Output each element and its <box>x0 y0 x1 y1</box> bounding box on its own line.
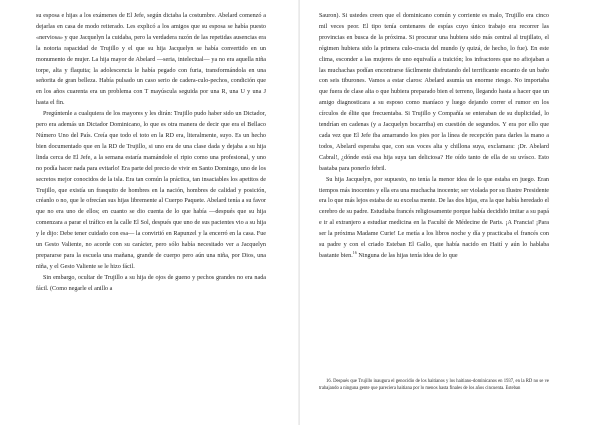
left-paragraph: Sin embargo, ocultar de Trujillo a su hija de ojos de gueno y pechos grandes no era nada fácil. (Como negarle el anillo a <box>36 274 266 292</box>
right-paragraph <box>319 175 549 262</box>
right-page <box>300 0 600 425</box>
left-text-column <box>36 11 266 295</box>
right-paragraph-text: Su hija Jacquelyn, por supuesto, no tenía la menor idea de lo que estaba en juego. Eran tiempos más inocentes y ella era una muchacha inocente; ser violada por su Ilustre Presidente era lo que más lejos estaba de su excelsa mente. De las dos hijas, era la que había heredado el cerebro de su padre. Estudiaba francés religiosamente porque había decidido imitar a su papá e ir al extranjero a estudiar medicina en la Faculté de Médecine de Paris. ¡A Francia! ¡Para ser la próxima Madame Curie! Le metía a los libros noche y día y practicaba el francés con su padre y con el criado Esteban El Gallo, que había nacido en Haití y aún lo hablaba bastante bien. <box>319 176 549 259</box>
right-text-column <box>319 11 549 262</box>
right-paragraph: Sauron). Si ustedes creen que el dominicano común y corriente es malo, Trujillo era cinco mil veces peor. El tipo tenía centenares de espías cuyo único trabajo era recorrer las provincias en busca de la próxima. Si procurar una hubiera sido más central al trujillato, el régimen hubiera sido la primera culo-cracia del mundo (y quizá, de hecho, lo fue). En este clima, esconder a las mujeres de uno equivalía a traición; los infractores que no afiojaban a las muchachas podían encontrarse fácilmente disfrutando del terrificante encanto de un baño con seis tiburones. Vamos a estar claros: Abelard asumía un enorme riesgo. No importaba que fuera de clase alta o que hubiera preparado bien el terreno, llegando hasta a hacer que un amigo diagnosticara a su esposo como maníaco y luego dejando correr el rumor en los círculos de élite que frecuentaba. Si Trujillo y Compañía se enteraban de su duplicidad, lo tendrían en cadenas (y a Jacquelyn bocarriba) en cuestión de segundos. Y era por ello que cada vez que El Jefe iba amarrando los pies por la línea de recepción para darles la mano a todos, Abelard esperaba que, con sus voces alta y chillona suya, exclamara: ¡Dr. Abelard Cabral!, ¿dónde está esa hija suya tan deliciosa? He oído tanto de ella de su uvísco. Esto bastaba para ponerlo febril. <box>319 13 549 172</box>
left-paragraph: Pregúntenle a cualquiera de los mayores y les dirán: Trujillo pudo haber sido un Dictador, pero era además un Dictador Dominicano, lo que es otra manera de decir que era el Bellaco Número Uno del País. Creía que todo el toto en la RD era, literalmente, suyo. Es un hecho bien documentado que en la RD de Trujillo, si uno era de una clase dada y dejaba a su hija linda cerca de El Jefe, a la semana estaría mamándole el ripio como una profesional, y uno no podía hacer nada para evitarlo! Era parte del precio de vivir en Santo Domingo, uno de los secretos mejor conocidos de la isla. Era tan común la práctica, tan insaciables los apetitos de Trujillo, que existía un frasquito de hombres en la nación, hombres de calidad y posición, créanlo o no, que le ofrecían sus hijas libremente al Cuerpo Paquete. Abelard tenía a su favor que no era uno de ellos; en cuanto se dio cuenta de lo que había —después que su hija comenzara a parar el tráfico en la calle El Sol, después que uno de sus pacientes vio a su hija y le dijo: Debe tener cuidado con esa— la convirtió en Rapunzel y la encerró en la casa. Fue un Gesto Valiente, no acorde con su carácter, pero sólo había necesitado ver a Jacquelyn prepararse para la escuela una mañana, grande de cuerpo pero aún una niña, por Dios, una niña, y el Gesto Valiente se le hizo fácil. <box>36 111 266 270</box>
footnote-text: 16. Después que Trujillo inaugura el genocidio de los haitianos y los haitiano-dominicanos en 1937, en la RD no se ve trabajando a ninguna gente que pareciera haitiana por lo menos hasta finales de los años cincuenta. Esteban <box>319 379 549 392</box>
footnote-reference: 16 <box>352 249 357 255</box>
left-paragraph: su esposa e hijas a los exámenes de El Jefe, según dictaba la costumbre. Abelard comenzó a dejarlas en casa de modo reiterado. Les explicó a los amigos que su esposa se había puesto «nerviosa» y que Jacquelyn la cuidaba, pero la verdadera razón de las repetidas ausencias era la notoria rapacidad de Trujillo y el que su hija Jacquelyn se había convertido en un monumento de mujer. La hija mayor de Abelard —seria, intelectual— ya no era aquella niña torpe, alta y flaquita; la adolescencia le había pegado con furia, transformándola en una señorita de gran belleza. Había pulsado un caso serio de cadera-culo-pechos, condición que en los años cuarenta era un problema con T mayúscula seguida por una R, una U y una J hasta el fin. <box>36 13 266 107</box>
footnote-block <box>319 378 549 392</box>
right-paragraph-continuation: Ninguna de las hijas tenía idea de lo que <box>358 252 458 259</box>
